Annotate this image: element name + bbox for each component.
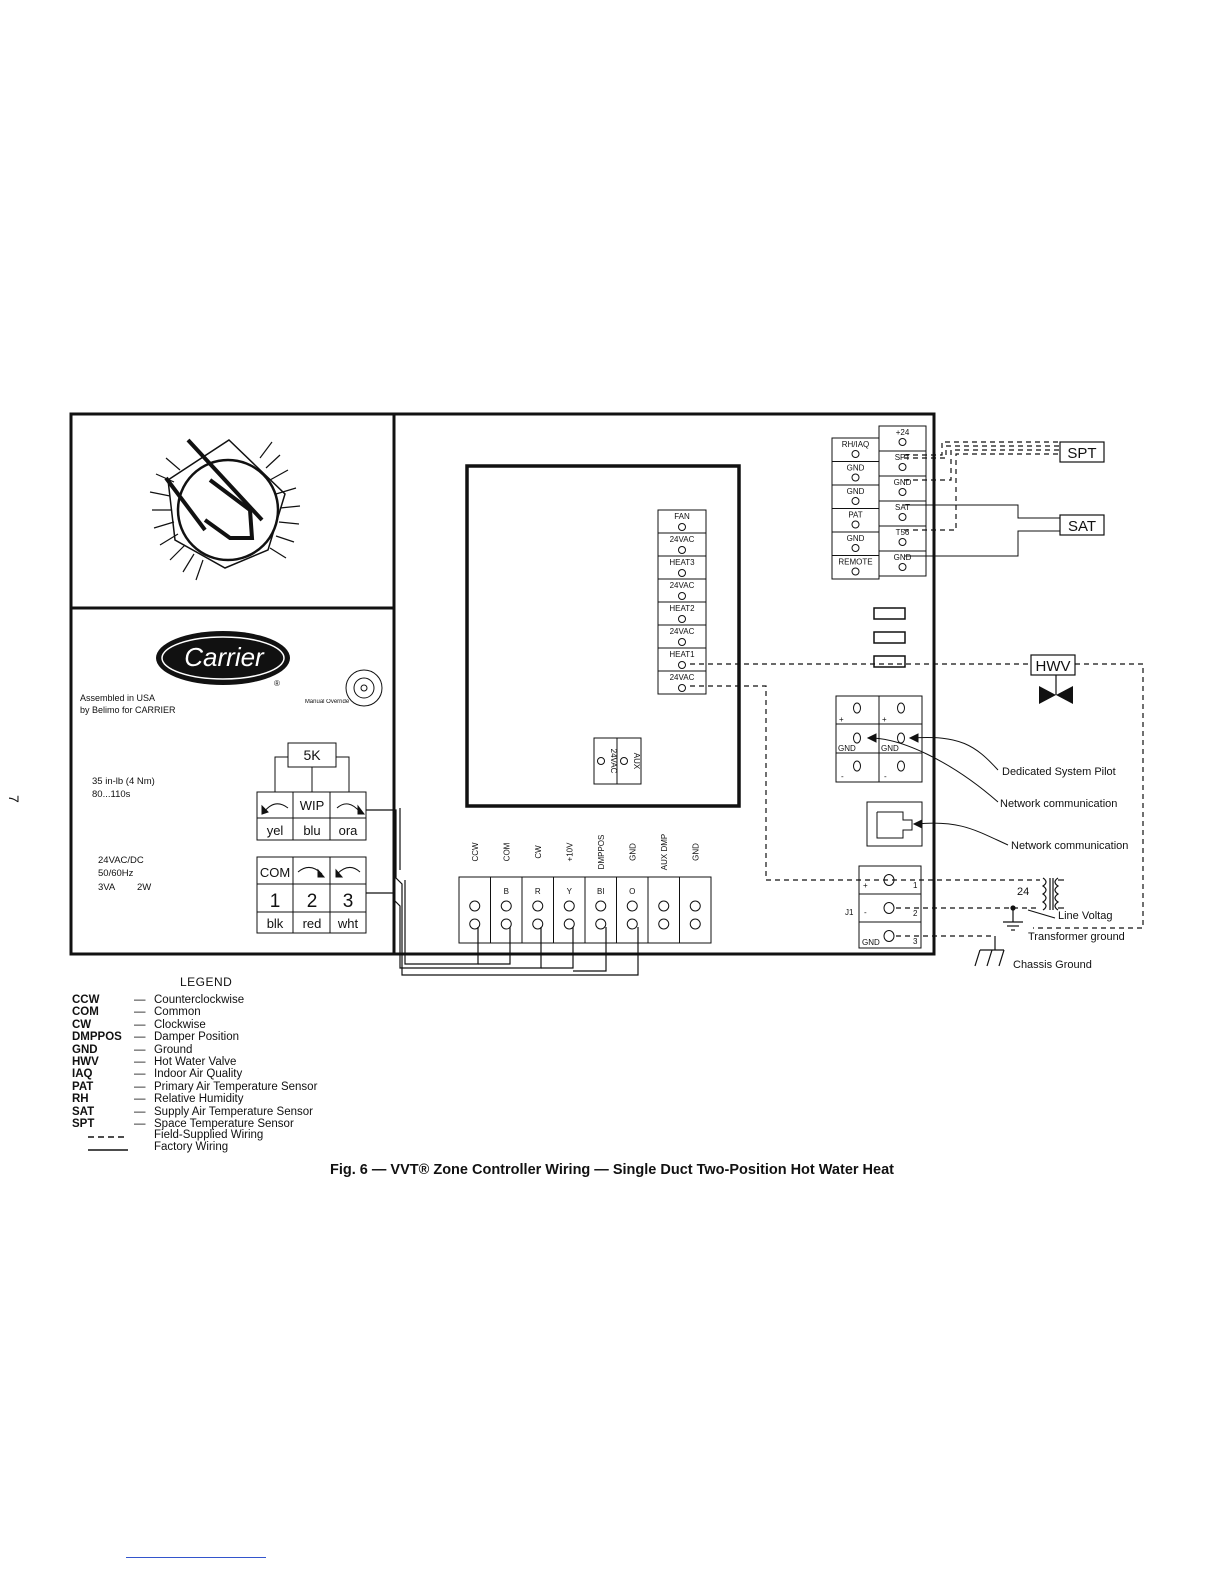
legend-dash: — [134, 1118, 146, 1130]
wire-color-code: R [534, 887, 541, 896]
j1-number-1: 1 [913, 881, 918, 890]
sensor-terminal-label: T56 [895, 528, 910, 537]
legend-abbr: IAQ [72, 1068, 93, 1081]
legend-dash: — [134, 1080, 146, 1093]
transformer-icon [1043, 878, 1064, 910]
sensor-terminal-label: GND [893, 478, 912, 487]
led-indicator [874, 632, 905, 643]
network-minus-1: - [841, 772, 844, 781]
terminal-screw [899, 464, 906, 471]
spt-label: SPT [1067, 445, 1097, 462]
legend-description: Hot Water Valve [154, 1056, 237, 1068]
legend-description: Relative Humidity [154, 1093, 244, 1106]
controller-inner-board [467, 466, 739, 806]
sat-wiring [904, 505, 1060, 556]
figure-caption: Fig. 6 — VVT® Zone Controller Wiring — Single Duct Two-Position Hot Water Heat [330, 1162, 894, 1178]
relay-terminal-label: HEAT3 [669, 558, 695, 567]
terminal-screw [564, 901, 574, 911]
terminal-screw [659, 901, 669, 911]
manual-override-label: Manual Override [304, 699, 350, 705]
legend-description: Common [154, 1006, 201, 1019]
pot-5k-label: 5K [303, 747, 321, 763]
legend-dash: — [134, 1031, 146, 1044]
terminal-screw [659, 919, 669, 929]
legend-abbr: HWV [72, 1056, 99, 1068]
j1-gnd: GND [862, 938, 880, 947]
actuator [71, 414, 394, 954]
sensor-terminal-label: PAT [848, 510, 863, 520]
assembled-line-1: Assembled in USA [80, 693, 156, 703]
j1-minus: - [864, 908, 867, 917]
sensor-terminal-column-left [832, 438, 879, 579]
bottom-terminal-label: AUX DMP [659, 833, 669, 871]
sensor-terminal-label: +24 [895, 428, 910, 437]
terminal-screw [596, 901, 606, 911]
legend-title: LEGEND [180, 975, 233, 989]
sensor-terminal-column-right [879, 426, 926, 576]
sensor-terminal-label: GND [893, 553, 912, 562]
legend-abbr: CW [72, 1018, 92, 1031]
wire-color-code: Y [566, 887, 572, 896]
legend-abbr: GND [72, 1043, 98, 1056]
relay-terminal-label: 24VAC [669, 673, 695, 682]
legend-description: Primary Air Temperature Sensor [154, 1080, 318, 1093]
legend-description: Indoor Air Quality [154, 1068, 243, 1081]
callout-line-voltage: Line Voltag [1058, 910, 1113, 922]
wip-label: WIP [299, 798, 325, 813]
terminal-screw [852, 474, 859, 481]
terminal-screw [899, 539, 906, 546]
legend-description: Ground [154, 1043, 193, 1056]
legend-description: Counterclockwise [154, 994, 245, 1006]
terminal-screw [690, 919, 700, 929]
carrier-logo-text: Carrier [184, 642, 264, 672]
terminal-screw [852, 521, 859, 528]
terminal-screw [852, 498, 859, 505]
legend-description: Space Temperature Sensor [154, 1118, 294, 1130]
damper-clamp-graphic [150, 440, 300, 580]
network-minus-2: - [884, 772, 887, 781]
sensor-terminal-label: GND [846, 534, 865, 543]
bottom-terminal-label: DMPPOS [596, 834, 606, 870]
aux-label: AUX [632, 752, 641, 770]
wire-color-code: O [629, 887, 636, 896]
sensor-terminal-label: GND [846, 463, 865, 473]
network-gnd-2: GND [881, 744, 899, 753]
wire-color-code: B [503, 887, 509, 896]
terminal-screw [679, 547, 686, 554]
feedback-wire-ora: ora [338, 823, 358, 838]
aux-24vac-label: 24VAC [609, 748, 618, 774]
relay-terminal-strip [658, 510, 706, 694]
legend-factory-wiring: Factory Wiring [154, 1141, 229, 1153]
terminal-number-1: 1 [269, 891, 281, 912]
relay-terminal-label: HEAT1 [669, 650, 695, 659]
legend-dash: — [134, 1093, 146, 1106]
sensor-terminal-label: GND [846, 487, 865, 496]
legend-dash: — [134, 1043, 146, 1056]
callout-network-communication-2: Network communication [1011, 840, 1129, 852]
com-label: COM [259, 865, 291, 880]
aux-terminal [594, 738, 641, 784]
registered-mark: ® [274, 679, 280, 688]
terminal-screw [470, 901, 480, 911]
terminal-screw [627, 919, 637, 929]
terminal-screw [596, 919, 606, 929]
hwv-label: HWV [1035, 658, 1071, 675]
legend-dash: — [134, 1018, 146, 1031]
terminal-number-3: 3 [342, 891, 354, 912]
legend-description: Clockwise [154, 1018, 206, 1031]
terminal-screw [899, 489, 906, 496]
led-indicator [874, 608, 905, 619]
terminal-number-2: 2 [306, 891, 318, 912]
transformer-voltage: 24 [1017, 886, 1030, 898]
led-indicator [874, 656, 905, 667]
relay-terminal-label: 24VAC [669, 627, 695, 636]
terminal-screw [501, 901, 511, 911]
legend-dash: — [134, 994, 146, 1006]
legend-abbr: PAT [72, 1080, 94, 1093]
feedback-wire-yel: yel [266, 823, 284, 838]
callout-chassis-ground: Chassis Ground [1013, 959, 1092, 971]
j1-number-3: 3 [913, 937, 918, 946]
power-spec-1: 24VAC/DC [98, 855, 144, 866]
power-spec-2: 50/60Hz [98, 868, 134, 879]
terminal-screw [627, 901, 637, 911]
power-wire-wht: wht [337, 916, 359, 931]
assembled-line-2: by Belimo for CARRIER [80, 705, 176, 715]
terminal-screw [899, 514, 906, 521]
footer-rule [126, 1557, 266, 1558]
terminal-screw [679, 662, 686, 669]
zone-controller [394, 414, 934, 954]
timing-spec: 80...110s [92, 789, 131, 800]
terminal-screw [852, 568, 859, 575]
sat-label: SAT [1067, 518, 1097, 535]
callout-transformer-ground: Transformer ground [1028, 931, 1125, 943]
terminal-screw [679, 685, 686, 692]
power-spec-3: 3VA [98, 882, 116, 893]
terminal-screw [679, 639, 686, 646]
sensor-terminal-label: RH/IAQ [841, 440, 870, 449]
j1-number-2: 2 [913, 909, 918, 918]
terminal-screw [679, 593, 686, 600]
j1-label: J1 [845, 908, 854, 917]
page-number: 7 [6, 795, 22, 803]
legend-abbr: CCW [72, 994, 100, 1006]
bottom-terminal-label: +10V [565, 842, 575, 862]
torque-spec: 35 in-lb (4 Nm) [92, 776, 155, 787]
legend-dash: — [134, 1105, 146, 1118]
terminal-screw [533, 901, 543, 911]
callout-network-communication-1: Network communication [1000, 798, 1118, 810]
transformer-ground-icon [1003, 906, 1023, 930]
legend-description: Supply Air Temperature Sensor [154, 1105, 313, 1118]
relay-terminal-label: HEAT2 [669, 604, 695, 613]
legend-field-wiring: Field-Supplied Wiring [154, 1129, 264, 1141]
feedback-wire-blu: blu [303, 823, 321, 838]
j1-plus: + [863, 881, 868, 890]
wire-color-code: BI [596, 887, 605, 896]
legend-abbr: SAT [72, 1105, 95, 1118]
bottom-terminal-label: COM [502, 842, 512, 862]
terminal-screw [679, 570, 686, 577]
legend-dash: — [134, 1068, 146, 1081]
legend-abbr: DMPPOS [72, 1031, 122, 1044]
terminal-screw [899, 439, 906, 446]
terminal-screw [852, 451, 859, 458]
sensor-terminal-label: SPT [894, 453, 911, 462]
power-wire-red: red [302, 916, 322, 931]
relay-terminal-label: FAN [674, 512, 690, 521]
legend-dash: — [134, 1056, 146, 1068]
terminal-screw [690, 901, 700, 911]
legend-dash: — [134, 1006, 146, 1019]
bottom-terminal-label: GND [691, 843, 701, 861]
callout-dedicated-system-pilot: Dedicated System Pilot [1002, 766, 1116, 778]
bottom-terminal-label: GND [628, 843, 638, 861]
sensor-terminal-label: SAT [895, 503, 910, 512]
bottom-terminal-label: CW [533, 845, 543, 859]
bottom-terminal-label: CCW [470, 842, 480, 862]
valve-icon [1039, 686, 1056, 704]
network-gnd-1: GND [838, 744, 856, 753]
network-plus-1: + [839, 715, 844, 724]
relay-terminal-label: 24VAC [669, 535, 695, 544]
terminal-screw [679, 524, 686, 531]
bottom-terminal-strip [459, 834, 711, 943]
legend-abbr: COM [72, 1006, 99, 1019]
power-terminal-j1 [859, 866, 921, 948]
legend-abbr: RH [72, 1093, 89, 1106]
chassis-ground-icon [975, 936, 1004, 966]
power-spec-watts: 2W [137, 882, 152, 893]
terminal-screw [679, 616, 686, 623]
terminal-screw [899, 564, 906, 571]
legend-abbr: SPT [72, 1118, 95, 1130]
sensor-terminal-label: REMOTE [838, 557, 873, 567]
relay-terminal-label: 24VAC [669, 581, 695, 590]
power-wire-blk: blk [266, 916, 284, 931]
network-plus-2: + [882, 715, 887, 724]
terminal-screw [852, 545, 859, 552]
legend-description: Damper Position [154, 1031, 240, 1044]
